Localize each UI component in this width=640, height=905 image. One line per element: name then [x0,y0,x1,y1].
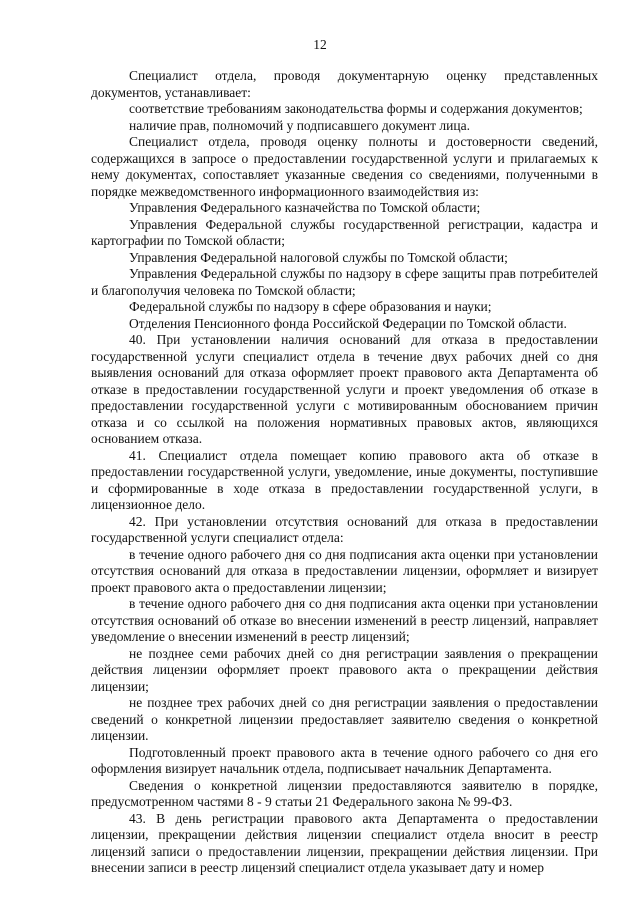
paragraph: не позднее трех рабочих дней со дня регистрации заявления о предоставлении сведений о конкретной лицензии предоставляет заявителю сведения о конкретной лицензии. [91,695,598,743]
paragraph: соответствие требованиям законодательства формы и содержания документов; [129,101,583,116]
document-body [91,68,598,877]
paragraph: в течение одного рабочего дня со дня подписания акта оценки при установлении отсутствия оснований для отказа в предоставлении лицензии, оформляет и визирует проект правового акта о предоставлении лицензии; [91,546,598,595]
paragraph: наличие прав, полномочий у подписавшего документ лица. [129,117,470,133]
paragraph: Специалист отдела, проводя документарную оценку представленных документов, устанавливает: [91,68,598,100]
paragraph: 41. Специалист отдела помещает копию правового акта об отказе в предоставлении государственной услуги, уведомление, иные документы, поступившие и сформированные в ходе отказа в предоставлении государственной услуги, в лицензионное дело. [91,447,598,512]
paragraph: Управления Федеральной налоговой службы по Томской области; [129,249,508,265]
paragraph: Управления Федерального казначейства по Томской области; [129,200,481,215]
paragraph: Отделения Пенсионного фонда Российской Федерации по Томской области. [129,315,567,331]
paragraph: Управления Федеральной службы по надзору в сфере защиты прав потребителей и благополучия человека по Томской области; [91,266,598,298]
paragraph: не позднее семи рабочих дней со дня регистрации заявления о прекращении действия лицензии оформляет проект правового акта о прекращении действия лицензии; [91,645,598,694]
paragraph: 42. При установлении отсутствия оснований для отказа в предоставлении государственной услуги специалист отдела: [91,513,598,545]
paragraph: Специалист отдела, проводя оценку полноты и достоверности сведений, содержащихся в запросе о предоставлении государственной услуги и прилагаемых к нему документах, сопоставляет указанные сведения со сведениями, полученными в порядке межведомственного информационного взаимодействия из: [91,134,598,199]
page-number: 12 [313,37,327,52]
paragraph: Подготовленный проект правового акта в течение одного рабочего со дня его оформления визирует начальник отдела, подписывает начальник Департамента. [91,744,598,776]
paragraph: Сведения о конкретной лицензии предоставляются заявителю в порядке, предусмотренном частями 8 - 9 статьи 21 Федерального закона № 99-ФЗ. [91,777,598,809]
paragraph: 43. В день регистрации правового акта Департамента о предоставлении лицензии, прекращении действия лицензии специалист отдела вносит в реестр лицензий записи о предоставлении лицензии, прекращении действия лицензии. При внесении записи в реестр лицензий специалист отдела указывает дату и номер [91,810,598,875]
paragraph: 40. При установлении наличия оснований для отказа в предоставлении государственной услуги специалист отдела в течение двух рабочих дней со дня выявления оснований для отказа оформляет проект правового акта Департамента об отказе в предоставлении государственной услуги и проект уведомления об отказе в предоставлении государственной услуги с мотивированным обоснованием причин отказа и со ссылкой на положения нормативных правовых актов, являющихся основанием отказа. [91,332,598,446]
paragraph: Управления Федеральной службы государственной регистрации, кадастра и картографии по Томской области; [91,216,598,248]
paragraph: в течение одного рабочего дня со дня подписания акта оценки при установлении отсутствия оснований об отказе во внесении изменений в реестр лицензий, направляет уведомление о внесении изменений в реестр лицензий; [91,596,598,644]
paragraph: Федеральной службы по надзору в сфере образования и науки; [129,299,492,314]
